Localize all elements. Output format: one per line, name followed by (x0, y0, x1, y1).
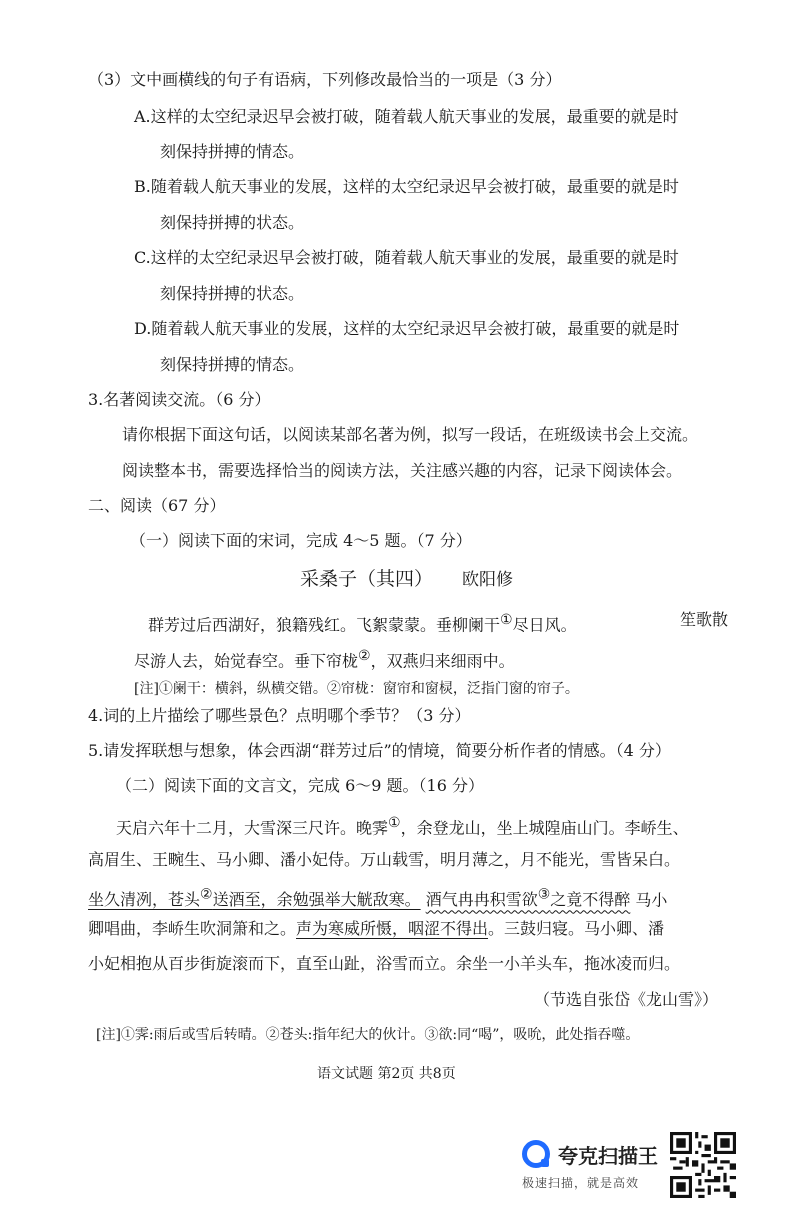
classical-line3-underlined (88, 887, 421, 910)
classical-line5-a: 小妃相抱从百步街旋滚而下， (88, 954, 297, 973)
classical-line5 (88, 953, 680, 975)
q3-reading-stem: 3.名著阅读交流。（6 分） (88, 390, 271, 409)
classical-line1-a: 天启六年十二月，大雪深三尺许。晚霁 (116, 818, 389, 838)
classical-note-mark-2: ② (200, 887, 213, 903)
scanner-watermark (522, 1134, 662, 1194)
classical-line3-b: 送酒至，余勉强举大觥敌寒。 (212, 890, 421, 910)
q3-option-c-line2: 刻保持拼搏的状态。 (160, 284, 305, 303)
classical-line4-a: 卿唱曲，李峤生吹洞箫和之。 (88, 919, 297, 938)
qr-code-icon (670, 1132, 736, 1198)
q3-stem: （3）文中画横线的句子有语病，下列修改最恰当的一项是（3 分） (88, 70, 562, 89)
scanner-brand: 夸克扫描王 (558, 1144, 658, 1168)
classical-note-mark-3: ③ (537, 887, 551, 903)
q3-option-a-line2: 刻保持拼搏的情态。 (160, 142, 305, 161)
classical-line3-c: 酒气冉冉积雪欲 (425, 890, 538, 910)
poem-line1-text-a: 群芳过后西湖好，狼籍残红。飞絮蒙蒙。垂柳阑干 (148, 615, 501, 635)
classical-line4 (88, 918, 664, 940)
poem-note: [注]①阑干：横斜，纵横交错。②帘栊：窗帘和窗棂，泛指门窗的帘子。 (134, 681, 579, 697)
poem-line2-text-b: ，双燕归来细雨中。 (370, 651, 515, 671)
page-footer: 语文试题 第2页 共8页 (317, 1066, 456, 1082)
classical-line1 (116, 812, 689, 839)
classical-note-mark-1: ① (388, 815, 401, 831)
classical-line5-b: 直至山趾 (296, 954, 361, 973)
poem-note-mark-2: ② (358, 648, 371, 664)
scanner-logo-icon (522, 1140, 550, 1168)
classical-line1-b: ，余登龙山，坐上城隍庙山门。李峤生、 (400, 818, 689, 838)
section2-part1: （一）阅读下面的宋词，完成 4～5 题。（7 分） (130, 531, 472, 550)
q4: 4.词的上片描绘了哪些景色？点明哪个季节？（3 分） (88, 706, 471, 725)
poem-author: 欧阳修 (462, 570, 513, 590)
q3-option-a-line1: A.这样的太空纪录迟早会被打破，随着载人航天事业的发展，最重要的就是时 (134, 107, 679, 126)
q3-option-b-line1: B.随着载人航天事业的发展，这样的太空纪录迟早会被打破，最重要的就是时 (134, 177, 679, 196)
q3-option-d-line1: D.随着载人航天事业的发展，这样的太空纪录迟早会被打破，最重要的就是时 (134, 319, 680, 338)
poem-note-mark-1: ① (500, 612, 513, 628)
section2-heading: 二、阅读（67 分） (88, 496, 226, 515)
classical-line2: 高眉生、王畹生、马小卿、潘小妃侍。万山载雪，明月薄之，月不能光，雪皆呆白。 (88, 850, 681, 869)
poem-line2 (134, 645, 515, 672)
poem-line1 (148, 609, 577, 636)
classical-line4-c: 。三鼓归寝。马小卿、潘 (488, 919, 665, 938)
poem-line1-end: 笙歌散 (680, 610, 729, 629)
classical-line3 (88, 884, 667, 911)
poem-line2-text-a: 尽游人去，始觉春空。垂下帘栊 (134, 651, 359, 671)
q3-option-c-line1: C.这样的太空纪录迟早会被打破，随着载人航天事业的发展，最重要的就是时 (134, 248, 679, 267)
q3-reading-line2: 阅读整本书，需要选择恰当的阅读方法，关注感兴趣的内容，记录下阅读体会。 (122, 461, 683, 480)
scanner-tagline: 极速扫描，就是高效 (522, 1176, 640, 1190)
poem-title: 采桑子（其四） (300, 568, 434, 590)
classical-line5-c: ，浴雪而立。余坐一小羊头车，拖冰凌而归。 (360, 954, 681, 973)
q3-option-b-line2: 刻保持拼搏的状态。 (160, 213, 305, 232)
q3-option-d-line2: 刻保持拼搏的情态。 (160, 355, 305, 374)
section2-part2: （二）阅读下面的文言文，完成 6～9 题。（16 分） (116, 776, 484, 795)
classical-source: （节选自张岱《龙山雪》） (534, 990, 719, 1009)
classical-line3-e: 马小 (635, 890, 668, 910)
classical-line3-d: 之竟不得醉 (550, 890, 631, 910)
classical-line3-wavy (425, 887, 631, 910)
q5: 5.请发挥联想与想象，体会西湖“群芳过后”的情境，简要分析作者的情感。（4 分） (88, 741, 671, 760)
classical-note: [注]①霁:雨后或雪后转晴。②苍头:指年纪大的伙计。③欲:同“喝”，吸吮，此处指吞噬。 (96, 1027, 640, 1043)
q3-reading-line1: 请你根据下面这句话，以阅读某部名著为例，拟写一段话，在班级读书会上交流。 (122, 425, 699, 444)
classical-line4-underlined: 声为寒威所慑，咽涩不得出 (296, 919, 489, 938)
classical-line3-a: 坐久清冽，苍头 (88, 890, 201, 910)
poem-line1-text-b: 尽日风。 (512, 615, 577, 635)
